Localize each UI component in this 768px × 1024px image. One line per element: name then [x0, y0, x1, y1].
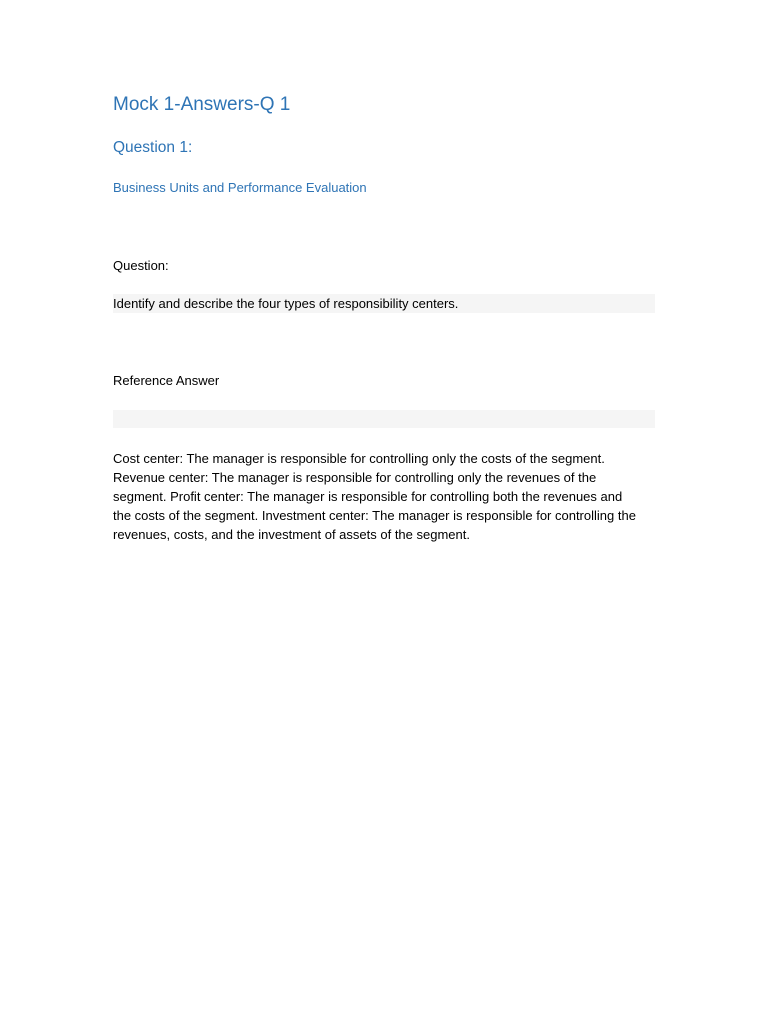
document-title: Mock 1-Answers-Q 1 [113, 94, 291, 115]
question-text: Identify and describe the four types of responsibility centers. [113, 296, 459, 311]
reference-answer-text: Cost center: The manager is responsible for controlling only the costs of the segment. Revenue center: The manager is responsible for controlling only the revenues of the segment. Profit center: The manager is responsible for controlling both the revenues and the costs of the segment. Investment center: The manager is responsible for controlling the revenues, costs, and the investment of assets of the segment. [113, 451, 636, 542]
topic-heading: Business Units and Performance Evaluation [113, 180, 367, 195]
question-heading: Question 1: [113, 139, 193, 156]
reference-answer-label: Reference Answer [113, 373, 220, 388]
question-label: Question: [113, 258, 169, 273]
answer-shading [113, 410, 655, 428]
